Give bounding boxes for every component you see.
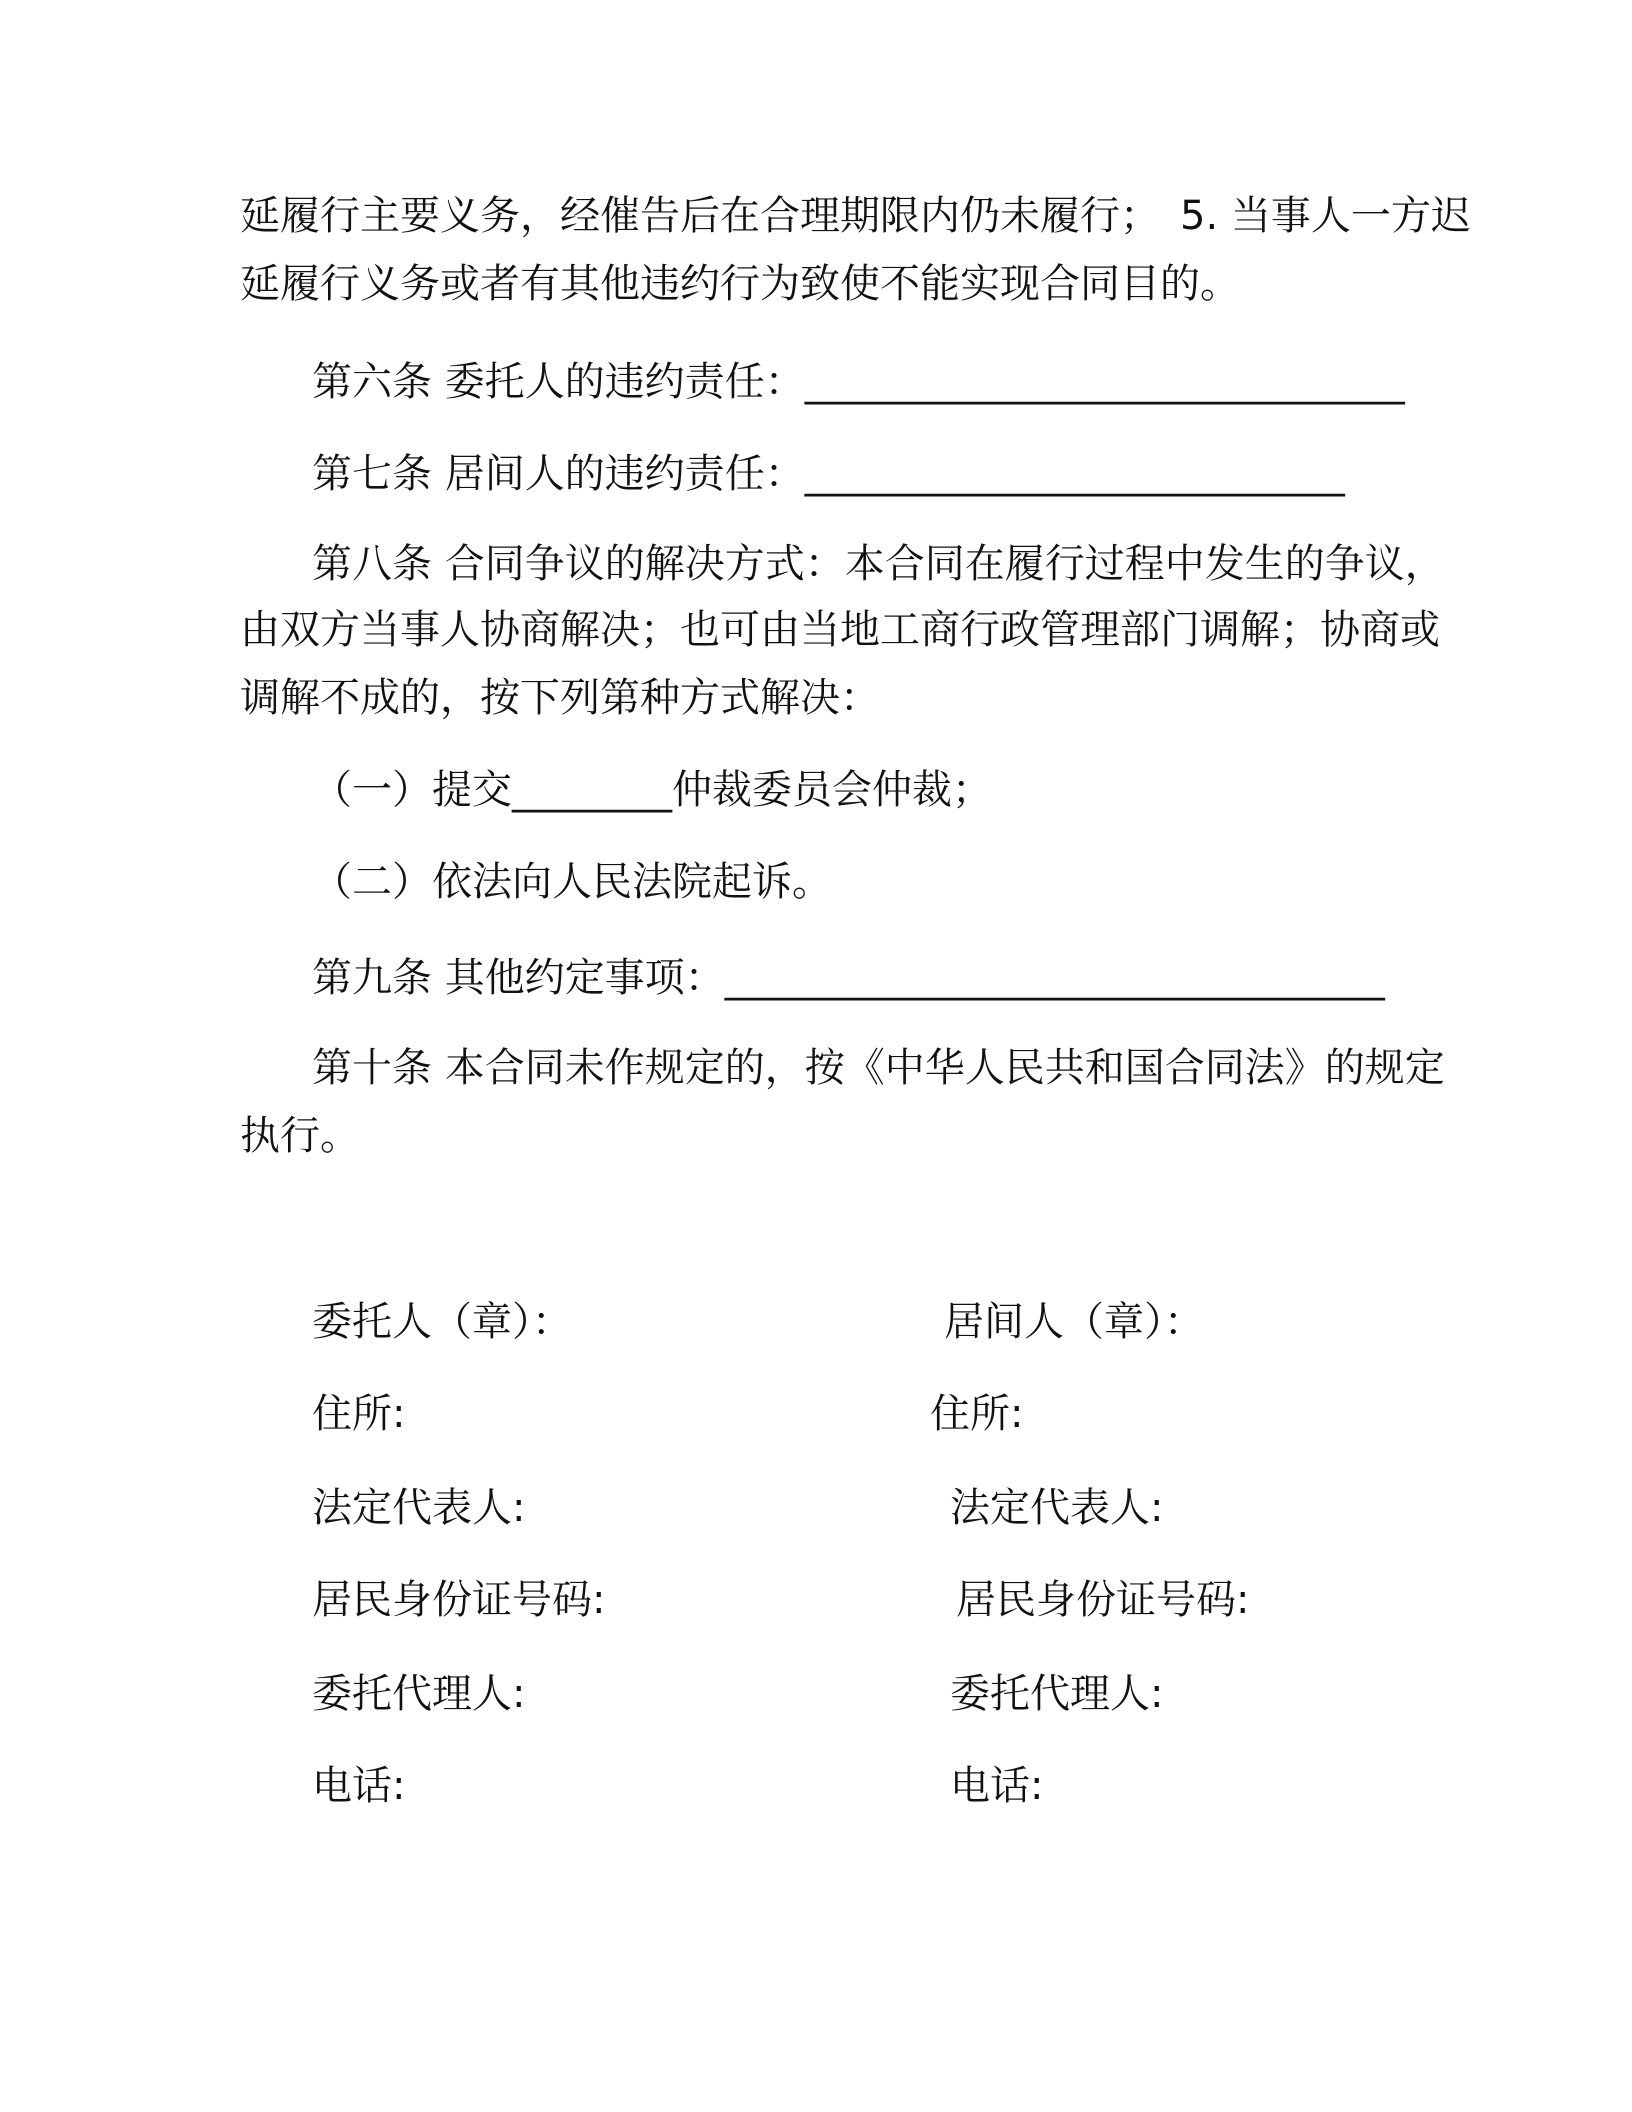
left-phone-label: 电话: xyxy=(312,1763,406,1809)
right-party-seal-label: 居间人（章）： xyxy=(944,1299,1204,1345)
left-id-number-label: 居民身份证号码: xyxy=(312,1577,606,1623)
article-9: 第九条 其他约定事项：_________________________________ xyxy=(312,955,1385,1001)
article-10-line: 执行。 xyxy=(240,1113,360,1159)
article-10-line: 第十条 本合同未作规定的，按《中华人民共和国合同法》的规定 xyxy=(312,1045,1445,1091)
left-legal-rep-label: 法定代表人: xyxy=(312,1485,526,1531)
article-7: 第七条 居间人的违约责任：___________________________ xyxy=(312,451,1345,497)
left-agent-label: 委托代理人: xyxy=(312,1671,526,1717)
paragraph-line: 延履行主要义务，经催告后在合理期限内仍未履行； 5. 当事人一方迟 xyxy=(240,193,1471,239)
paragraph-line: 延履行义务或者有其他违约行为致使不能实现合同目的。 xyxy=(240,261,1240,307)
right-id-number-label: 居民身份证号码: xyxy=(956,1577,1250,1623)
right-legal-rep-label: 法定代表人: xyxy=(950,1485,1164,1531)
dispute-option-2: （二）依法向人民法院起诉。 xyxy=(312,859,832,905)
dispute-option-1: （一）提交________仲裁委员会仲裁； xyxy=(312,767,992,813)
right-agent-label: 委托代理人: xyxy=(950,1671,1164,1717)
left-address-label: 住所: xyxy=(312,1391,406,1437)
left-party-seal-label: 委托人（章）： xyxy=(312,1299,572,1345)
right-address-label: 住所: xyxy=(930,1391,1024,1437)
article-8-line: 由双方当事人协商解决；也可由当地工商行政管理部门调解；协商或 xyxy=(240,607,1440,653)
article-8-line: 调解不成的，按下列第种方式解决： xyxy=(240,675,880,721)
right-phone-label: 电话: xyxy=(950,1763,1044,1809)
article-8-line: 第八条 合同争议的解决方式：本合同在履行过程中发生的争议， xyxy=(312,541,1445,587)
article-6: 第六条 委托人的违约责任：______________________________ xyxy=(312,359,1405,405)
